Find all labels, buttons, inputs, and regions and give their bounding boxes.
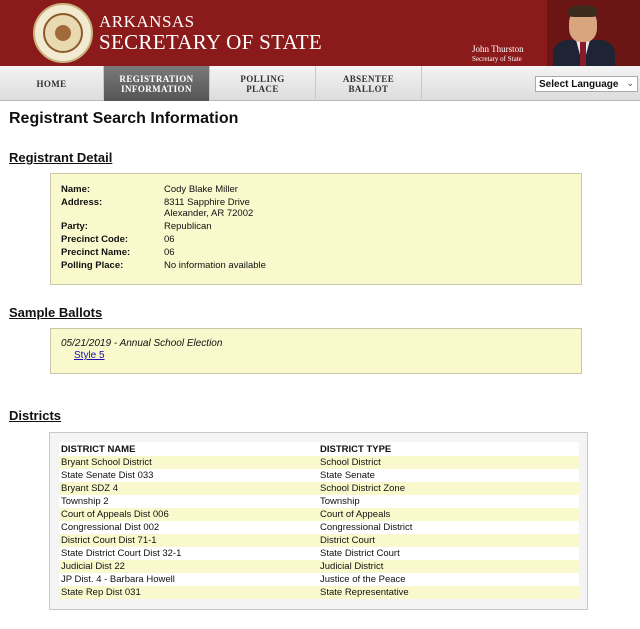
official-name: John Thurston	[472, 44, 524, 54]
address-line1: 8311 Sapphire Drive	[164, 197, 250, 208]
ballot-style-link[interactable]: Style 5	[74, 350, 105, 361]
table-row	[59, 547, 579, 560]
district-type: Judicial District	[318, 560, 579, 573]
table-row	[59, 456, 579, 469]
district-name: State District Court Dist 32-1	[59, 547, 318, 560]
nav-absentee-label-1: ABSENTEE	[342, 73, 395, 84]
ballot-election: 05/21/2019 - Annual School Election	[61, 338, 223, 349]
district-name: Bryant School District	[59, 456, 318, 469]
official-portrait	[547, 0, 640, 66]
district-name: Bryant SDZ 4	[59, 482, 318, 495]
brand-title-line2: SECRETARY OF STATE	[99, 30, 322, 54]
party-value: Republican	[164, 221, 212, 232]
nav-home[interactable]	[0, 66, 104, 101]
district-type: State Senate	[318, 469, 579, 482]
nav-home-label: HOME	[36, 78, 67, 89]
site-header	[0, 0, 640, 66]
districts-table	[59, 442, 579, 599]
district-name: JP Dist. 4 - Barbara Howell	[59, 573, 318, 586]
address-label: Address:	[61, 197, 103, 208]
districts-panel	[49, 432, 588, 610]
address-line2: Alexander, AR 72002	[164, 208, 254, 219]
polling-place-label: Polling Place:	[61, 260, 124, 271]
district-name-header: DISTRICT NAME	[59, 442, 318, 456]
district-type: Congressional District	[318, 521, 579, 534]
district-type: Township	[318, 495, 579, 508]
district-type-header: DISTRICT TYPE	[318, 442, 579, 456]
district-name: State Rep Dist 031	[59, 586, 318, 599]
state-seal-logo[interactable]	[33, 3, 93, 63]
table-row	[59, 573, 579, 586]
official-title: Secretary of State	[472, 55, 522, 63]
table-row	[59, 560, 579, 573]
nav-polling-label-2: PLACE	[246, 83, 279, 94]
registrant-detail-heading: Registrant Detail	[9, 150, 113, 165]
chevron-down-icon: ⌄	[626, 78, 634, 88]
district-type: State District Court	[318, 547, 579, 560]
page-title: Registrant Search Information	[9, 110, 239, 127]
precinct-name-value: 06	[164, 247, 175, 258]
table-row	[59, 482, 579, 495]
districts-header-row	[59, 442, 579, 456]
district-type: District Court	[318, 534, 579, 547]
table-row	[59, 534, 579, 547]
nav-polling-place[interactable]	[210, 66, 316, 101]
nav-registration-label-2: INFORMATION	[121, 83, 192, 94]
precinct-name-label: Precinct Name:	[61, 247, 131, 258]
table-row	[59, 508, 579, 521]
language-select-value: Select Language	[539, 79, 619, 90]
sample-ballots-heading: Sample Ballots	[9, 305, 103, 320]
table-row	[59, 521, 579, 534]
district-name: District Court Dist 71-1	[59, 534, 318, 547]
nav-absentee-ballot[interactable]	[316, 66, 422, 101]
nav-polling-label-1: POLLING	[240, 73, 285, 84]
district-name: Court of Appeals Dist 006	[59, 508, 318, 521]
districts-heading: Districts	[9, 408, 62, 423]
nav-registration-information[interactable]	[104, 66, 210, 101]
district-name: State Senate Dist 033	[59, 469, 318, 482]
name-value: Cody Blake Miller	[164, 184, 238, 195]
district-name: Township 2	[59, 495, 318, 508]
nav-registration-label-1: REGISTRATION	[119, 73, 194, 84]
registrant-detail-panel	[50, 173, 582, 285]
district-type: State Representative	[318, 586, 579, 599]
sample-ballots-panel	[50, 328, 582, 374]
district-name: Judicial Dist 22	[59, 560, 318, 573]
district-name: Congressional Dist 002	[59, 521, 318, 534]
brand-title-line1: ARKANSAS	[99, 12, 195, 31]
district-type: Justice of the Peace	[318, 573, 579, 586]
table-row	[59, 586, 579, 599]
district-type: School District Zone	[318, 482, 579, 495]
language-select[interactable]	[535, 76, 638, 92]
table-row	[59, 469, 579, 482]
party-label: Party:	[61, 221, 88, 232]
name-label: Name:	[61, 184, 91, 195]
district-type: School District	[318, 456, 579, 469]
table-row	[59, 495, 579, 508]
precinct-code-label: Precinct Code:	[61, 234, 129, 245]
precinct-code-value: 06	[164, 234, 175, 245]
portrait-hair	[568, 5, 598, 17]
district-type: Court of Appeals	[318, 508, 579, 521]
portrait-tie	[580, 42, 586, 66]
seal-ring	[43, 13, 83, 53]
polling-place-value: No information available	[164, 260, 266, 271]
nav-absentee-label-2: BALLOT	[348, 83, 389, 94]
seal-emblem	[55, 25, 71, 41]
